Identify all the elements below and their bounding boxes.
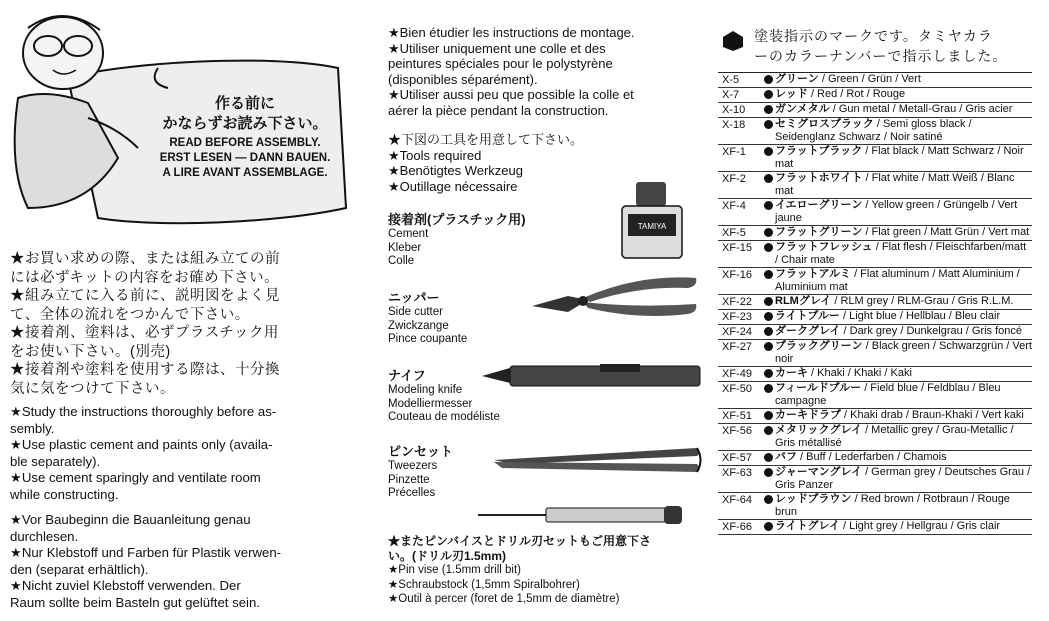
paint-name-jp: RLMグレイ	[775, 295, 832, 307]
paint-code: X-5	[722, 74, 740, 86]
paint-name-multilingual: / Black green / Schwarzgrün / Vert noir	[775, 340, 1032, 365]
paint-row	[718, 118, 1032, 145]
paint-code: XF-4	[722, 200, 746, 212]
paint-name-jp: ジャーマングレイ	[775, 466, 863, 478]
paint-row	[718, 466, 1032, 493]
paint-mark-icon	[722, 30, 744, 52]
paint-name-multilingual: / Metallic grey / Grau-Metallic / Gris métallisé	[775, 424, 1014, 449]
german-notes: ★Vor Baubeginn die Bauanleitung genau durchlesen. ★Nur Klebstoff und Farben für Plastik verwen- den (separat erhältlich). ★Nicht zuviel Klebstoff verwenden. Der Raum sollte beim Basteln gut gelüftet sein.	[10, 512, 282, 610]
paint-name-jp: バフ	[775, 451, 797, 463]
paint-row	[718, 424, 1032, 451]
paint-row	[718, 226, 1032, 241]
paint-dot-icon	[764, 297, 773, 306]
paint-dot-icon	[764, 411, 773, 420]
paint-name	[775, 325, 1022, 338]
cement-bottle-icon	[616, 180, 691, 262]
paint-code: XF-50	[722, 383, 752, 395]
paint-dot-icon	[764, 90, 773, 99]
paint-code: XF-24	[722, 326, 752, 338]
paint-name-multilingual: / RLM grey / RLM-Grau / Gris R.L.M.	[831, 295, 1014, 307]
paint-name	[775, 409, 1024, 422]
paint-name	[775, 172, 1032, 198]
paint-code: XF-5	[722, 227, 746, 239]
paint-name-jp: グリーン	[775, 73, 819, 85]
cement-bottle-label: TAMIYA	[637, 222, 667, 231]
paint-row	[718, 367, 1032, 382]
paint-name-multilingual: / Yellow green / Grüngelb / Vert jaune	[775, 199, 1018, 224]
sign-japanese-text: 作る前に かならずお読み下さい。	[162, 95, 328, 132]
paint-name-multilingual: / Khaki / Khaki / Kaki	[808, 367, 912, 379]
paint-dot-icon	[764, 495, 773, 504]
paint-dot-icon	[764, 342, 773, 351]
paint-code: XF-22	[722, 296, 752, 308]
paint-row	[718, 310, 1032, 325]
paint-legend-title: 塗装指示のマークです。タミヤカラ ーのカラーナンバーで指示しました。	[754, 28, 1008, 64]
japanese-notes: ★お買い求めの際、または組み立ての前 には必ずキットの内容をお確め下さい。 ★組み立てに入る前に、説明図をよく見 て、全体の流れをつかんで下さい。 ★接着剤、塗料は、必ずプラスチック用 をお使い下さい。(別売) ★接着剤や塗料を使用する際は、十分換 気に気をつけて下さい。	[10, 251, 280, 397]
paint-name	[775, 466, 1032, 492]
paint-name-multilingual: / Flat black / Matt Schwarz / Noir mat	[775, 145, 1024, 170]
paint-row	[718, 325, 1032, 340]
paint-dot-icon	[764, 243, 773, 252]
paint-name-multilingual: / Flat flesh / Fleischfarben/matt / Chair mate	[775, 241, 1027, 266]
paint-name	[775, 520, 1000, 533]
paint-dot-icon	[764, 75, 773, 84]
paint-row	[718, 145, 1032, 172]
paint-name	[775, 424, 1032, 450]
paint-name-jp: フラットグリーン	[775, 226, 863, 238]
tool-cement: 接着剤(プラスチック用) Cement Kleber Colle	[388, 212, 526, 267]
paint-name-jp: レッドブラウン	[775, 493, 852, 505]
paint-name	[775, 103, 1012, 116]
optional-tools-note: ★またピンバイスとドリル刃セットもご用意下さ い。(ドリル刃1.5mm) ★Pin vise (1.5mm drill bit) ★Schraubstock (1,5mm Spiralbohrer) ★Outil à percer (foret de 1,5mm de diamètre)	[388, 534, 652, 605]
paint-code: X-10	[722, 104, 746, 116]
paint-dot-icon	[764, 369, 773, 378]
paint-row	[718, 172, 1032, 199]
paint-code: XF-2	[722, 173, 746, 185]
paint-dot-icon	[764, 453, 773, 462]
paint-name	[775, 340, 1032, 366]
paint-name-multilingual: / Gun metal / Metall-Grau / Gris acier	[829, 103, 1013, 115]
paint-dot-icon	[764, 426, 773, 435]
paint-color-table	[718, 72, 1032, 535]
paint-name-jp: フラットホワイト	[775, 172, 863, 184]
paint-name-multilingual: / Light blue / Hellblau / Bleu clair	[839, 310, 1001, 322]
paint-name-multilingual: / Buff / Lederfarben / Chamois	[797, 451, 947, 463]
paint-row	[718, 409, 1032, 424]
paint-name-jp: ガンメタル	[775, 103, 830, 115]
paint-dot-icon	[764, 174, 773, 183]
paint-name-jp: イエローグリーン	[775, 199, 863, 211]
paint-row	[718, 493, 1032, 520]
pin-vise-icon	[476, 500, 688, 530]
paint-name	[775, 295, 1013, 308]
paint-name	[775, 268, 1032, 294]
tool-tweezers: ピンセット Tweezers Pinzette Précelles	[388, 444, 454, 499]
paint-name-multilingual: / Green / Grün / Vert	[818, 73, 921, 85]
paint-name	[775, 199, 1032, 225]
paint-row	[718, 520, 1032, 535]
paint-code: XF-27	[722, 341, 752, 353]
paint-name-jp: セミグロスブラック	[775, 118, 874, 130]
paint-name-multilingual: / Red / Rot / Rouge	[807, 88, 906, 100]
paint-row	[718, 382, 1032, 409]
paint-code: XF-15	[722, 242, 752, 254]
paint-name	[775, 241, 1032, 267]
paint-name-multilingual: / Flat aluminum / Matt Aluminium / Aluminium mat	[775, 268, 1020, 293]
paint-code: X-7	[722, 89, 740, 101]
paint-row	[718, 451, 1032, 466]
paint-name-jp: カーキ	[775, 367, 808, 379]
paint-code: XF-49	[722, 368, 752, 380]
paint-dot-icon	[764, 522, 773, 531]
paint-name-jp: フラットブラック	[775, 145, 863, 157]
paint-row	[718, 340, 1032, 367]
french-notes: ★Bien étudier les instructions de montage. ★Utiliser uniquement une colle et des peintures spéciales pour le polystyrène (disponibles séparément). ★Utiliser aussi peu que possible la colle et aérer la pièce pendant la construction.	[388, 25, 635, 118]
paint-name-jp: フィールドブルー	[775, 382, 862, 394]
paint-dot-icon	[764, 201, 773, 210]
paint-name-multilingual: / Light grey / Hellgrau / Gris clair	[839, 520, 1001, 532]
tool-side-cutter: ニッパー Side cutter Zwickzange Pince coupante	[388, 290, 468, 345]
paint-name	[775, 226, 1029, 239]
paint-name-multilingual: / Field blue / Feldblau / Bleu campagne	[775, 382, 1001, 407]
paint-name	[775, 493, 1032, 519]
paint-row	[718, 199, 1032, 226]
paint-dot-icon	[764, 228, 773, 237]
paint-name	[775, 73, 921, 86]
paint-row	[718, 268, 1032, 295]
paint-name-jp: カーキドラブ	[775, 409, 841, 421]
paint-name-jp: ライトグレイ	[775, 520, 840, 532]
paint-name-multilingual: / Khaki drab / Braun-Khaki / Vert kaki	[841, 409, 1024, 421]
paint-name	[775, 88, 905, 101]
paint-name	[775, 382, 1032, 408]
paint-name	[775, 367, 912, 380]
paint-name	[775, 118, 1032, 144]
english-notes: ★Study the instructions thoroughly before as- sembly. ★Use plastic cement and paints only (availa- ble separately). ★Use cement sparingly and ventilate room while constructing.	[10, 404, 277, 502]
paint-dot-icon	[764, 105, 773, 114]
paint-code: XF-63	[722, 467, 752, 479]
paint-name-multilingual: / Flat green / Matt Grün / Vert mat	[862, 226, 1030, 238]
paint-row	[718, 88, 1032, 103]
tools-required-header: ★下図の工具を用意して下さい。 ★Tools required ★Benötigtes Werkzeug ★Outillage nécessaire	[388, 132, 584, 194]
paint-legend-header	[718, 26, 1048, 76]
paint-dot-icon	[764, 384, 773, 393]
paint-name-jp: ブラックグリーン	[775, 340, 863, 352]
paint-dot-icon	[764, 312, 773, 321]
paint-name-multilingual: / Semi gloss black / Seidenglanz Schwarz / Noir satiné	[775, 118, 972, 143]
paint-code: XF-57	[722, 452, 752, 464]
paint-name-multilingual: / Red brown / Rotbraun / Rouge brun	[775, 493, 1010, 518]
paint-name	[775, 145, 1032, 171]
paint-name	[775, 451, 947, 464]
sign-multilingual-text: READ BEFORE ASSEMBLY. ERST LESEN — DANN BAUEN. A LIRE AVANT ASSEMBLAGE.	[159, 137, 331, 179]
paint-name-jp: メタリックグレイ	[775, 424, 863, 436]
paint-dot-icon	[764, 147, 773, 156]
side-cutter-icon	[528, 268, 700, 328]
paint-row	[718, 103, 1032, 118]
paint-name-jp: ライトブルー	[775, 310, 840, 322]
paint-name-jp: フラットフレッシュ	[775, 241, 873, 253]
paint-row	[718, 295, 1032, 310]
paint-code: XF-66	[722, 521, 752, 533]
paint-dot-icon	[764, 270, 773, 279]
paint-name	[775, 310, 1000, 323]
paint-dot-icon	[764, 327, 773, 336]
paint-code: XF-23	[722, 311, 752, 323]
paint-code: XF-56	[722, 425, 752, 437]
tweezers-icon	[492, 440, 704, 480]
modeling-knife-icon	[480, 362, 705, 392]
paint-name-multilingual: / German grey / Deutsches Grau / Gris Panzer	[775, 466, 1031, 491]
paint-name-multilingual: / Flat white / Matt Weiß / Blanc mat	[775, 172, 1015, 197]
paint-dot-icon	[764, 468, 773, 477]
paint-code: XF-1	[722, 146, 746, 158]
paint-code: XF-16	[722, 269, 752, 281]
paint-name-jp: ダークグレイ	[775, 325, 841, 337]
paint-row	[718, 73, 1032, 88]
paint-name-jp: レッド	[775, 88, 808, 100]
paint-name-multilingual: / Dark grey / Dunkelgrau / Gris foncé	[840, 325, 1023, 337]
paint-name-jp: フラットアルミ	[775, 268, 852, 280]
paint-code: XF-64	[722, 494, 752, 506]
paint-code: X-18	[722, 119, 746, 131]
paint-row	[718, 241, 1032, 268]
tool-knife: ナイフ Modeling knife Modelliermesser Couteau de modéliste	[388, 368, 500, 423]
paint-dot-icon	[764, 120, 773, 129]
paint-code: XF-51	[722, 410, 752, 422]
